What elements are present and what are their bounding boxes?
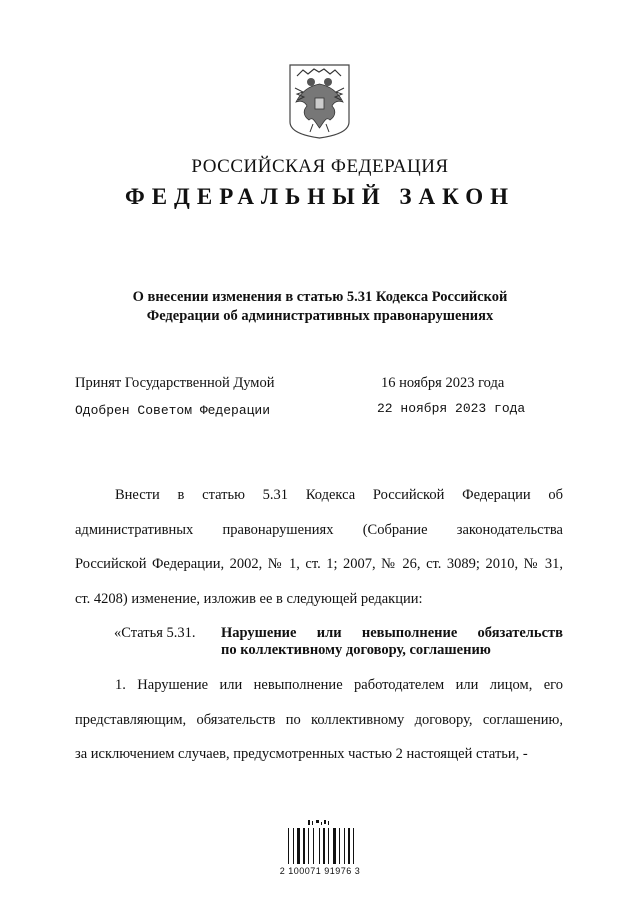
council-approval-date: 22 ноября 2023 года (377, 401, 526, 416)
barcode-icon (286, 820, 354, 866)
paragraph-line: ст. 4208) изменение, изложив ее в следующей редакции: (75, 590, 423, 607)
paragraph-line: за исключением случаев, предусмотренных частью 2 настоящей статьи, - (75, 746, 528, 762)
part-1-paragraph (75, 668, 563, 772)
paragraph-line: 1. Нарушение или невыполнение работодателем или лицом, его (115, 677, 563, 693)
coat-of-arms-icon (287, 62, 352, 140)
barcode-number: 2 100071 91976 3 (279, 866, 361, 876)
duma-adoption-label: Принят Государственной Думой (75, 375, 275, 391)
article-title-line: по коллективному договору, соглашению (221, 642, 491, 658)
law-title-line: О внесении изменения в статью 5.31 Кодекса Российской (132, 289, 508, 305)
article-number: «Статья 5.31. (114, 625, 196, 641)
duma-adoption-date: 16 ноября 2023 года (381, 375, 505, 391)
paragraph-line: Российской Федерации, 2002, № 1, ст. 1; 2007, № 26, ст. 3089; 2010, № 31, (75, 556, 563, 572)
paragraph-line: административных правонарушениях (Собрание законодательства (75, 521, 563, 538)
article-title-line: Нарушение или невыполнение обязательств (221, 625, 563, 641)
document-type: ФЕДЕРАЛЬНЫЙ ЗАКОН (124, 184, 516, 209)
article-title (221, 625, 563, 659)
paragraph-line: представляющим, обязательств по коллективному договору, соглашению, (75, 711, 563, 728)
law-title-line: Федерации об административных правонарушениях (146, 308, 494, 324)
country-name: РОССИЙСКАЯ ФЕДЕРАЦИЯ (191, 156, 449, 177)
law-title (0, 288, 640, 326)
paragraph-line: Внести в статью 5.31 Кодекса Российской Федерации об (115, 487, 563, 503)
intro-paragraph (75, 478, 563, 616)
council-approval-label: Одобрен Советом Федерации (75, 403, 271, 418)
